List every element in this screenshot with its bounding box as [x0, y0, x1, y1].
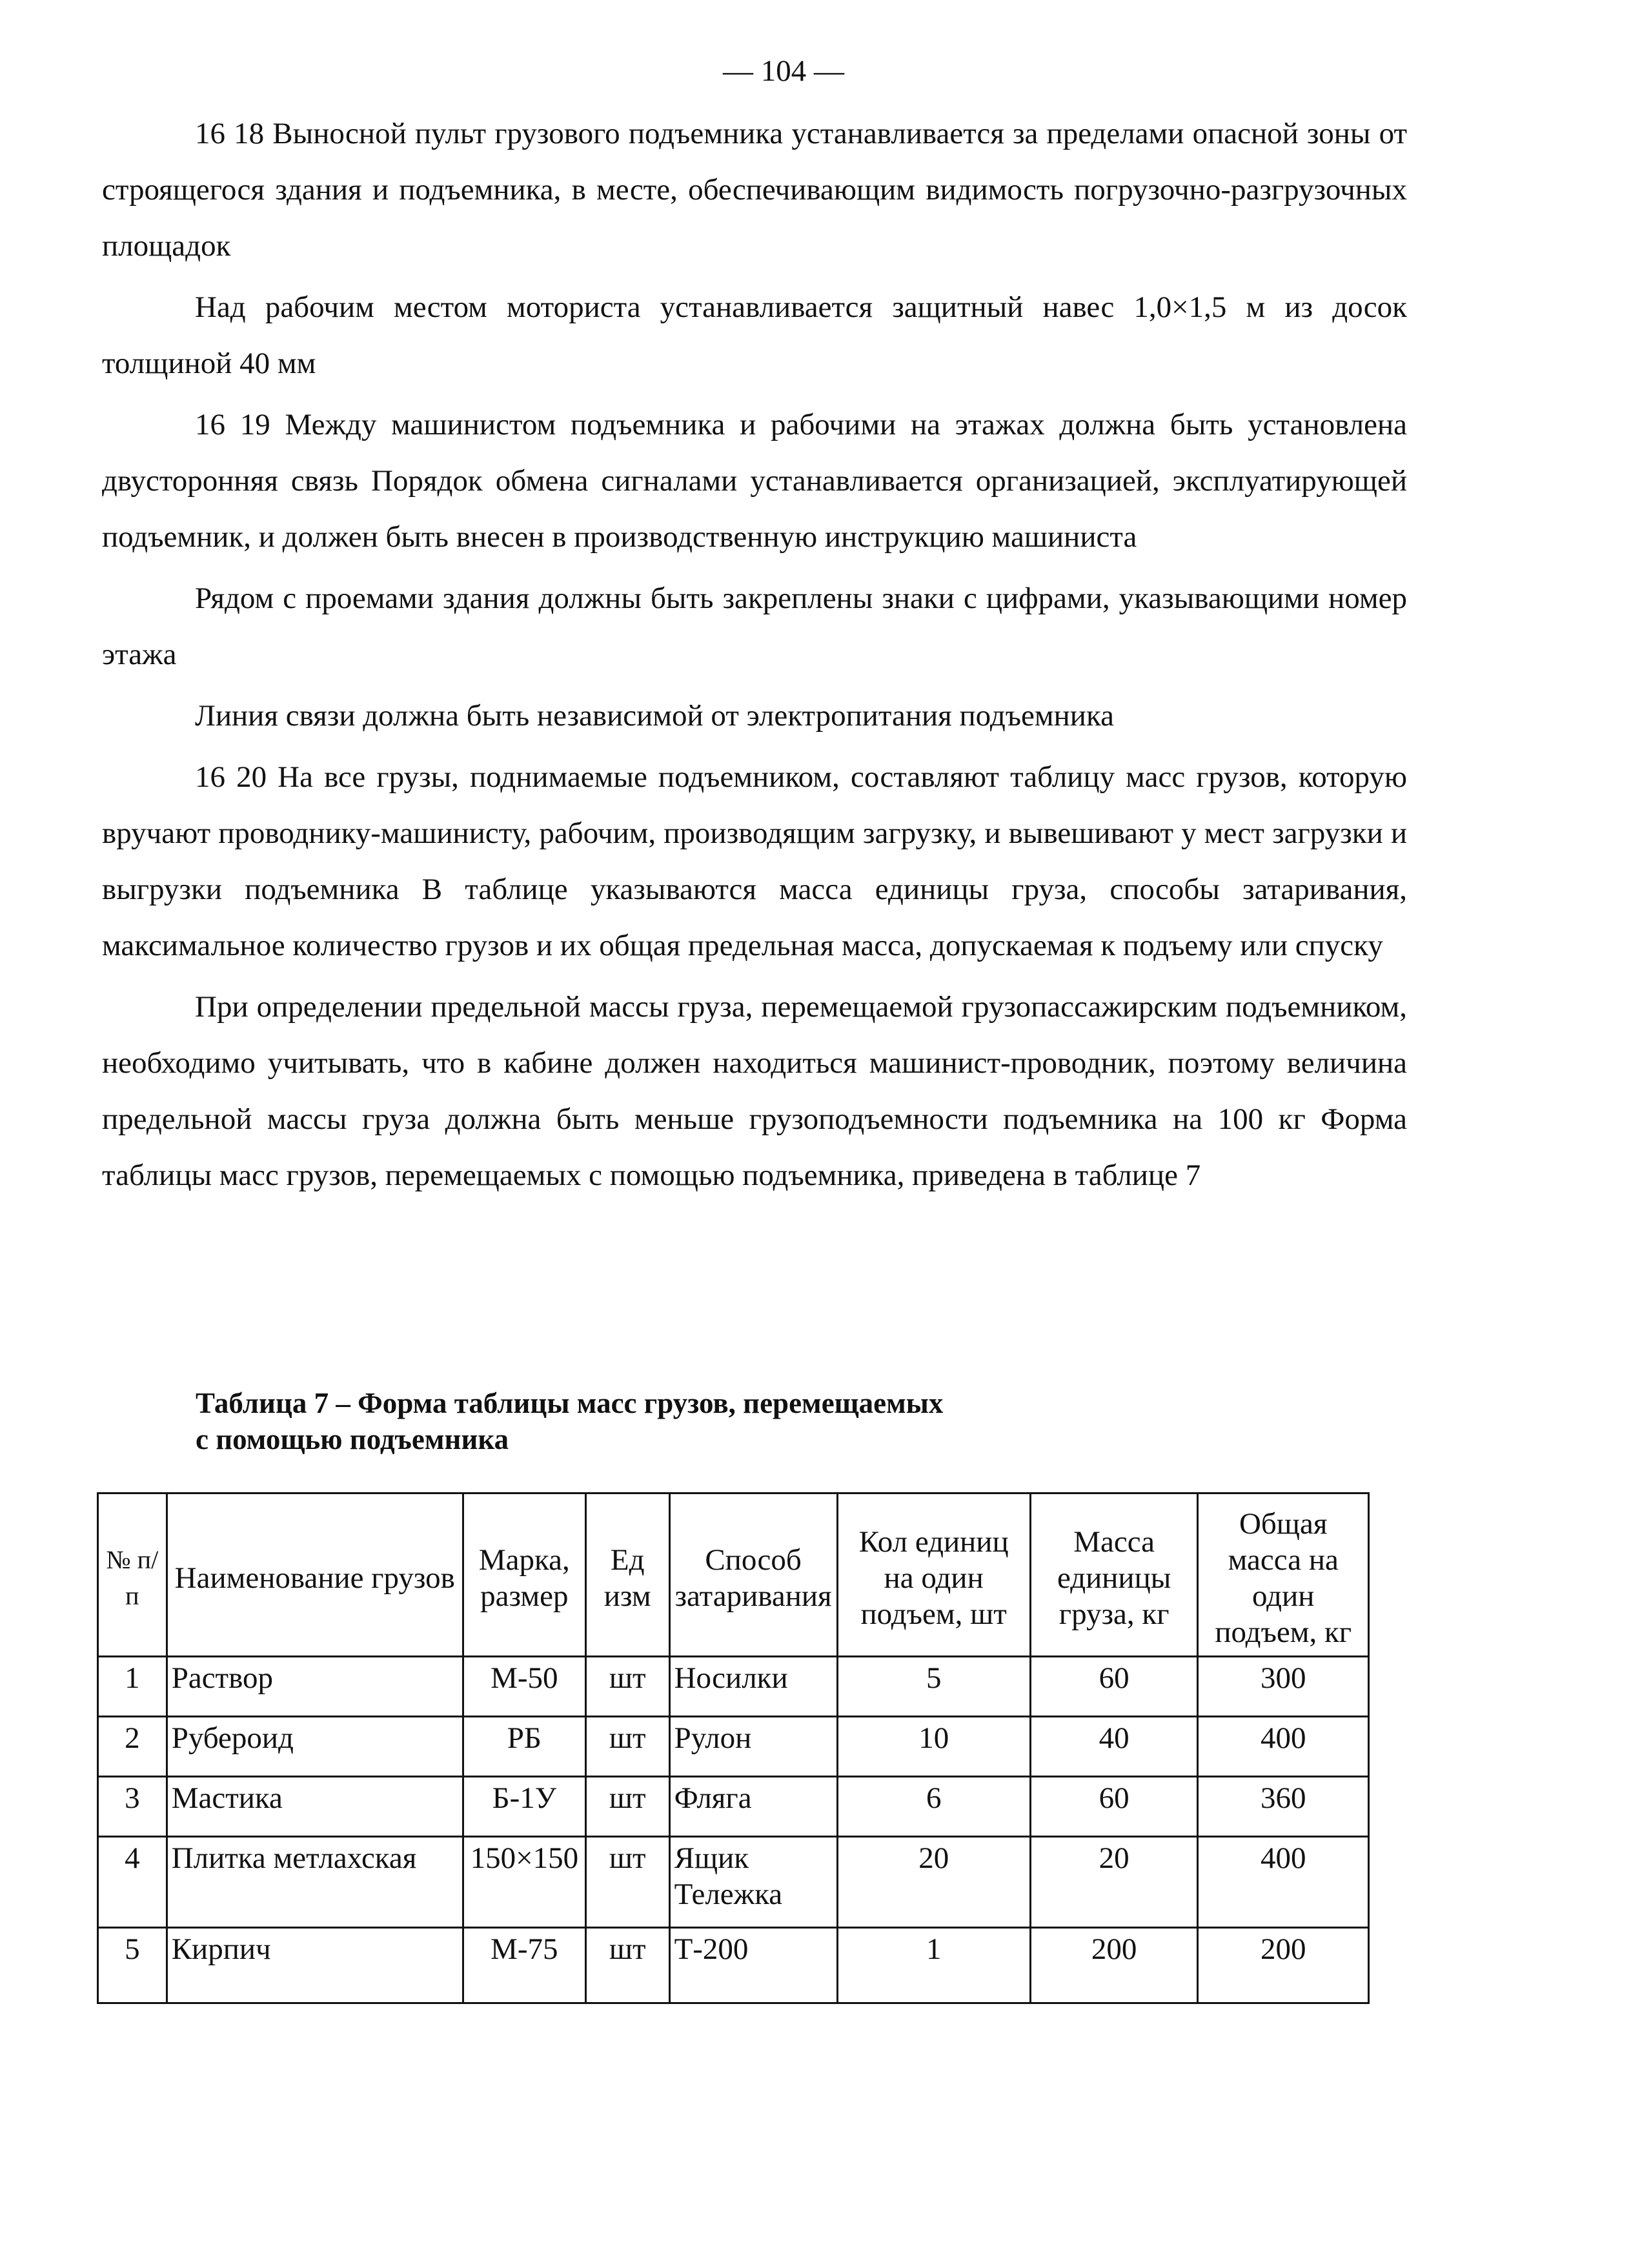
paragraph-16-18: 16 18 Выносной пульт грузового подъемника устанавливается за пределами опасной зоны от строящегося здания и подъемника, в месте, обеспечивающим видимость погрузочно-разгрузочных площадок — [102, 117, 1407, 263]
cell-unit: шт — [585, 1837, 669, 1928]
paragraph-comm-line: Линия связи должна быть независимой от электропитания подъемника — [195, 699, 1114, 733]
body-text — [102, 106, 1407, 1204]
table-caption — [196, 1385, 1164, 1457]
table-caption-line-1: Таблица 7 – Форма таблицы масс грузов, перемещаемых — [196, 1387, 944, 1419]
paragraph-16-20: 16 20 На все грузы, поднимаемые подъемником, составляют таблицу масс грузов, которую вручают проводнику-машинисту, рабочим, производящим загрузку, и вывешивают у мест загрузки и выгрузки подъемника В таблице указываются масса единицы груза, способы затаривания, максимальное количество грузов и их общая предельная масса, допускаемая к подъему или спуску — [102, 760, 1407, 962]
cell-brand: 150×150 — [463, 1837, 585, 1928]
cell-number: 4 — [98, 1837, 167, 1928]
cell-total-mass: 400 — [1198, 1717, 1369, 1777]
cell-brand: Б-1У — [463, 1777, 585, 1837]
table-header-row — [98, 1493, 1369, 1657]
cell-total-mass: 300 — [1198, 1657, 1369, 1717]
cell-number: 1 — [98, 1657, 167, 1717]
cell-number: 5 — [98, 1928, 167, 2003]
cell-unit: шт — [585, 1657, 669, 1717]
cell-quantity: 10 — [837, 1717, 1030, 1777]
table-row — [98, 1777, 1369, 1837]
cell-brand: М-75 — [463, 1928, 585, 2003]
cell-number: 3 — [98, 1777, 167, 1837]
table-row — [98, 1928, 1369, 2003]
cell-packaging: Т-200 — [669, 1928, 837, 2003]
cell-unit-mass: 40 — [1030, 1717, 1198, 1777]
header-unit-mass: Масса единицы груза, кг — [1030, 1493, 1198, 1657]
header-number: № п/п — [98, 1493, 167, 1657]
cell-name: Кирпич — [167, 1928, 463, 2003]
cell-packaging: Ящик Тележка — [669, 1837, 837, 1928]
cell-name: Мастика — [167, 1777, 463, 1837]
cell-unit: шт — [585, 1928, 669, 2003]
header-unit: Ед изм — [585, 1493, 669, 1657]
cell-unit: шт — [585, 1777, 669, 1837]
header-packaging: Способ затаривания — [669, 1493, 837, 1657]
table-row — [98, 1717, 1369, 1777]
table-row — [98, 1837, 1369, 1928]
page-number: — 104 — — [723, 54, 844, 88]
paragraph-floor-signs: Рядом с проемами здания должны быть закреплены знаки с цифрами, указывающими номер этажа — [102, 582, 1407, 671]
paragraph-mass-limit: При определении предельной массы груза, перемещаемой грузопассажирским подъемником, необходимо учитывать, что в кабине должен находиться машинист-проводник, поэтому величина предельной массы груза должна быть меньше грузоподъемности подъемника на 100 кг Форма таблицы масс грузов, перемещаемых с помощью подъемника, приведена в таблице 7 — [102, 990, 1407, 1192]
paragraph-canopy: Над рабочим местом моториста устанавливается защитный навес 1,0×1,5 м из досок толщиной 40 мм — [102, 290, 1407, 380]
cell-quantity: 5 — [837, 1657, 1030, 1717]
table-row — [98, 1657, 1369, 1717]
cell-quantity: 20 — [837, 1837, 1030, 1928]
header-name: Наименование грузов — [167, 1493, 463, 1657]
cell-name: Рубероид — [167, 1717, 463, 1777]
cell-packaging: Рулон — [669, 1717, 837, 1777]
cell-unit-mass: 60 — [1030, 1657, 1198, 1717]
cargo-mass-table — [97, 1492, 1370, 2004]
header-brand: Марка, размер — [463, 1493, 585, 1657]
cell-total-mass: 400 — [1198, 1837, 1369, 1928]
cell-name: Плитка метлахская — [167, 1837, 463, 1928]
cell-quantity: 6 — [837, 1777, 1030, 1837]
cell-packaging: Носилки — [669, 1657, 837, 1717]
table-caption-line-2: с помощью подъемника — [196, 1423, 509, 1455]
cell-total-mass: 360 — [1198, 1777, 1369, 1837]
cell-total-mass: 200 — [1198, 1928, 1369, 2003]
cell-number: 2 — [98, 1717, 167, 1777]
cell-unit-mass: 200 — [1030, 1928, 1198, 2003]
cell-unit-mass: 60 — [1030, 1777, 1198, 1837]
cell-packaging: Фляга — [669, 1777, 837, 1837]
cell-unit: шт — [585, 1717, 669, 1777]
paragraph-16-19: 16 19 Между машинистом подъемника и рабочими на этажах должна быть установлена двусторонняя связь Порядок обмена сигналами устанавливается организацией, эксплуатирующей подъемник, и должен быть внесен в производственную инструкцию машиниста — [102, 408, 1407, 554]
header-total-mass: Общая масса на один подъем, кг — [1198, 1493, 1369, 1657]
cell-name: Раствор — [167, 1657, 463, 1717]
header-quantity: Кол единиц на один подъем, шт — [837, 1493, 1030, 1657]
cell-brand: М-50 — [463, 1657, 585, 1717]
cell-unit-mass: 20 — [1030, 1837, 1198, 1928]
cell-brand: РБ — [463, 1717, 585, 1777]
cell-quantity: 1 — [837, 1928, 1030, 2003]
